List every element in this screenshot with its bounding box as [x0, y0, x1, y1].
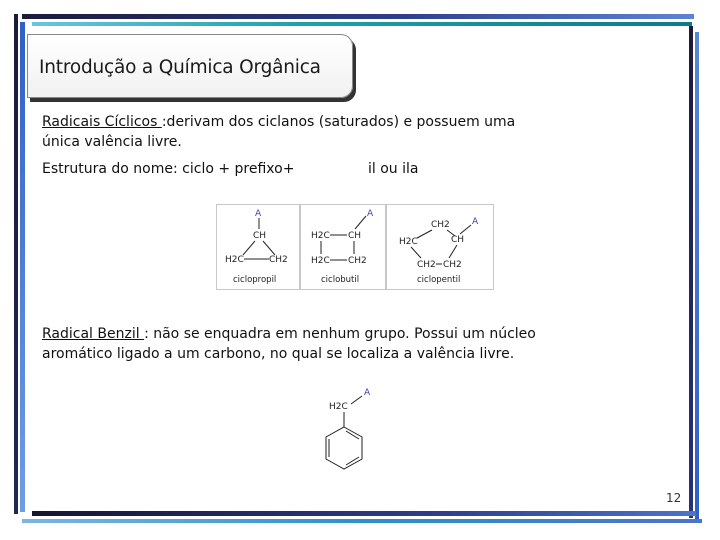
ch2-bottom-right-label: CH2	[443, 260, 462, 270]
para1-line2: única valência livre.	[42, 134, 182, 150]
ciclopentil-structure	[386, 204, 494, 290]
ciclopentil-caption: ciclopentil	[417, 275, 461, 285]
slide-title: Introdução a Química Orgânica	[39, 57, 321, 78]
benzil-structure	[314, 382, 388, 484]
para2-line2: aromático ligado a um carbono, no qual se localiza a valência livre.	[42, 346, 515, 362]
ciclobutil-structure	[300, 204, 386, 290]
ciclopropil-structure	[216, 204, 300, 290]
frame-bottom-dark-bar	[32, 511, 696, 516]
ch2-top-label: CH2	[431, 220, 450, 230]
frame-top-light-bar	[32, 22, 692, 26]
para2-line1	[42, 326, 536, 342]
frame-right-light-bar	[695, 32, 699, 522]
ciclopropil-caption: ciclopropil	[233, 275, 277, 285]
para1-line1	[42, 114, 515, 130]
frame-top-dark-bar	[22, 14, 694, 19]
title-box	[27, 34, 353, 98]
free-valence-label: A	[367, 209, 374, 219]
frame-right-dark-bar	[689, 26, 693, 518]
frame-bottom-light-bar	[22, 519, 702, 523]
ch-label: CH	[348, 231, 362, 241]
ch2-label: CH2	[269, 255, 288, 265]
benzene-ring	[326, 427, 362, 469]
free-valence-label: A	[472, 217, 479, 227]
ciclobutil-caption: ciclobutil	[321, 275, 360, 285]
h2c-label: H2C	[225, 255, 244, 265]
frame-left-dark-bar	[14, 14, 18, 514]
naming-rule-left: Estrutura do nome: ciclo + prefixo+	[42, 161, 295, 177]
h2c-bottom-label: H2C	[311, 256, 330, 266]
para2-line1-rest: : não se enquadra em nenhum grupo. Possui um núcleo	[144, 326, 536, 342]
free-valence-label: A	[364, 388, 371, 398]
free-valence-label: A	[255, 209, 262, 219]
ch2-label: CH2	[348, 256, 367, 266]
h2c-label: H2C	[329, 402, 348, 412]
radical-benzil-term: Radical Benzil	[42, 326, 145, 342]
naming-rule-right: il ou ila	[368, 161, 419, 177]
page-number: 12	[666, 491, 682, 505]
h2c-label: H2C	[399, 237, 418, 247]
ch2-bottom-left-label: CH2	[417, 260, 436, 270]
para1-line1-rest: :derivam dos ciclanos (saturados) e possuem uma	[161, 114, 516, 130]
frame-left-light-bar	[20, 22, 25, 512]
ch-label: CH	[253, 231, 267, 241]
h2c-top-label: H2C	[311, 231, 330, 241]
radicais-ciclicos-term: Radicais Cíclicos	[42, 114, 162, 130]
ch-label: CH	[451, 235, 465, 245]
